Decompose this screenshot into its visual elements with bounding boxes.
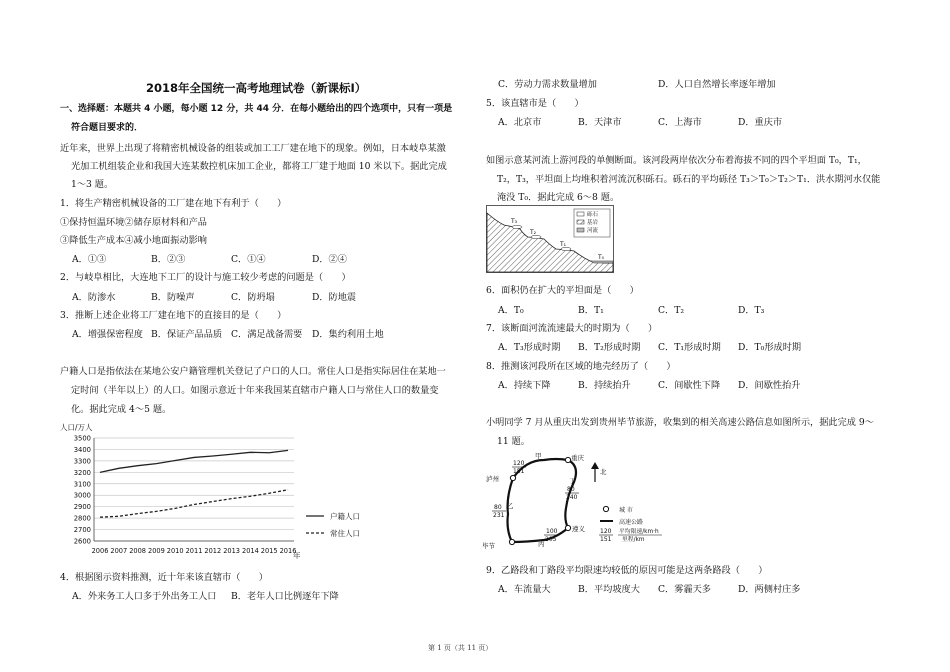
question-3-stem: 3．推断上述企业将工厂建在地下的直接目的是（ ） (60, 310, 287, 321)
question-1-option-a[interactable]: A．①③ (72, 254, 107, 265)
question-3-option-b[interactable]: B．保证产品品质 (151, 329, 223, 340)
question-5-option-d[interactable]: D．重庆市 (738, 117, 783, 128)
svg-text:231: 231 (493, 512, 505, 519)
x-tick-label: 2009 (148, 547, 165, 555)
x-tick-label: 2013 (223, 547, 240, 555)
river-legend (574, 209, 610, 237)
question-4-option-d[interactable]: D．人口自然增长率逐年增加 (658, 79, 776, 90)
x-tick-label: 2016 (279, 547, 297, 555)
y-tick-label: 2600 (73, 537, 91, 546)
legend-bedrock: 基岩 (587, 220, 599, 226)
question-6-option-a[interactable]: A．T₀ (498, 305, 524, 316)
passage-1-line-1: 近年来，世界上出现了将精密机械设备的组装或加工工厂建在地下的现象。例如，日本岐阜某激 (60, 143, 446, 154)
svg-text:120: 120 (513, 460, 525, 467)
svg-text:205: 205 (545, 536, 557, 543)
map-legend (599, 506, 662, 543)
segment-yi-speed (492, 504, 506, 519)
question-2-option-b[interactable]: B．防噪声 (151, 292, 195, 303)
section-heading: 一、选择题：本题共 4 小题，每小题 12 分，共 44 分．在每小题给出的四个选项中，只有一项是 (60, 104, 453, 114)
terrace-label-t1: T₁ (560, 241, 567, 248)
x-tick-label: 2011 (185, 547, 203, 555)
population-line-chart (58, 420, 403, 565)
legend-speed-label: 平均限速/km·h (619, 529, 659, 535)
river-water (590, 261, 613, 263)
city-marker-luzhou (510, 475, 515, 480)
y-tick-label: 2900 (73, 503, 91, 512)
y-tick-label: 3000 (73, 491, 91, 500)
legend-river: 河流 (587, 228, 599, 234)
section-heading-cont: 符合题目要求的． (71, 123, 144, 133)
question-9-option-b[interactable]: B．平均坡度大 (578, 584, 640, 595)
question-5-option-b[interactable]: B．天津市 (578, 117, 622, 128)
question-6-stem: 6．面积仍在扩大的平坦面是（ ） (486, 285, 639, 296)
passage-3-line-1: 如图示意某河流上游河段的单侧断面。该河段两岸依次分布着海拔不同的四个平坦面 T₀，T₁， (486, 155, 867, 166)
question-1-option-c[interactable]: C．①④ (231, 254, 266, 265)
question-4-option-c[interactable]: C．劳动力需求数量增加 (498, 79, 597, 90)
x-tick-label: 2010 (166, 547, 184, 555)
legend-series-1: 户籍人口 (330, 512, 360, 521)
x-tick-label: 2014 (242, 547, 259, 555)
svg-text:80: 80 (567, 486, 575, 493)
exam-title: 2018年全国统一高考地理试卷（新课标Ⅰ） (146, 81, 367, 95)
north-label: 北 (600, 468, 607, 476)
question-1-item-line-1: ①保持恒温环境②储存原材料和产品 (60, 217, 207, 228)
question-3-option-d[interactable]: D．集约利用土地 (312, 329, 384, 340)
legend-city: 城 市 (619, 507, 633, 514)
question-1-option-d[interactable]: D．②④ (312, 254, 347, 265)
terrace-label-t0: T₀ (598, 254, 605, 261)
river-cross-section-diagram (486, 205, 614, 273)
question-3-option-a[interactable]: A．增强保密程度 (72, 329, 143, 340)
city-label-chongqing: 重庆 (571, 454, 584, 462)
svg-text:240: 240 (566, 494, 578, 501)
y-tick-label: 3500 (73, 434, 91, 443)
legend-highway: 高速公路 (619, 519, 644, 526)
chart-y-axis-label: 人口/万人 (60, 423, 93, 432)
question-3-option-c[interactable]: C．满足战备需要 (231, 329, 303, 340)
passage-3-line-3: 淹没 T₀．据此完成 6～8 题。 (497, 192, 620, 203)
question-2-stem: 2．与岐阜相比，大连地下工厂的设计与施工较少考虑的问题是（ ） (60, 272, 351, 283)
passage-1-line-3: 1～3 题。 (71, 179, 114, 190)
passage-3-line-2: T₂，T₃，平坦面上均堆积着河流沉积砾石。砾石的平均砾径 T₃＞T₀＞T₂＞T₁．洪水期河水仅能 (497, 174, 881, 185)
question-9-option-a[interactable]: A．车流量大 (498, 584, 551, 595)
highway-map (476, 450, 706, 555)
question-7-stem: 7．该断面河流流速最大的时期为（ ） (486, 323, 658, 334)
city-marker-chongqing (565, 457, 570, 462)
question-2-option-d[interactable]: D．防地震 (312, 292, 357, 303)
question-8-option-b[interactable]: B．持续抬升 (578, 380, 631, 391)
series-line-huji (100, 450, 288, 472)
segment-label-ding: 丁 (569, 477, 576, 485)
x-tick-label: 2012 (204, 547, 222, 555)
segment-bing-speed (544, 528, 558, 543)
segment-label-bing: 丙 (538, 540, 545, 548)
segment-label-jia: 甲 (535, 452, 542, 460)
question-7-option-b[interactable]: B．T₂形成时期 (578, 342, 641, 353)
y-tick-label: 2700 (73, 526, 91, 535)
question-6-option-b[interactable]: B．T₁ (578, 305, 604, 316)
question-7-option-d[interactable]: D．T₀形成时期 (738, 342, 802, 353)
question-2-option-c[interactable]: C．防坍塌 (231, 292, 275, 303)
question-8-option-a[interactable]: A．持续下降 (498, 380, 551, 391)
city-label-luzhou: 泸州 (486, 475, 499, 483)
x-tick-label: 2008 (129, 547, 146, 555)
page-footer: 第 1 页（共 11 页） (428, 644, 493, 652)
svg-text:151: 151 (513, 468, 525, 475)
question-5-option-c[interactable]: C．上海市 (658, 117, 702, 128)
legend-distance-label: 里程/km (622, 537, 645, 543)
segment-label-yi: 乙 (507, 502, 514, 510)
svg-text:100: 100 (546, 528, 558, 535)
x-tick-label: 2015 (260, 547, 278, 555)
question-4-option-b[interactable]: B．老年人口比例逐年下降 (231, 591, 339, 602)
question-8-stem: 8．推测该河段所在区域的地壳经历了（ ） (486, 361, 676, 372)
question-4-stem: 4．根据图示资料推测，近十年来该直辖市（ ） (60, 572, 268, 583)
segment-ding-speed (565, 486, 579, 501)
y-tick-label: 3300 (73, 457, 91, 466)
passage-2-line-2: 定时间（半年以上）的人口。如图示意近十年来我国某直辖市户籍人口与常住人口的数量变 (71, 385, 439, 396)
legend-gravel: 砾石 (587, 212, 599, 218)
svg-text:80: 80 (494, 504, 502, 511)
question-6-option-d[interactable]: D．T₃ (738, 305, 765, 316)
y-tick-label: 3400 (73, 445, 91, 454)
x-tick-label: 2006 (91, 547, 109, 555)
question-1-item-line-2: ③降低生产成本④减小地面振动影响 (60, 235, 207, 246)
city-label-zunyi: 遵义 (572, 525, 585, 533)
question-4-option-a[interactable]: A．外来务工人口多于外出务工人口 (72, 591, 217, 602)
question-2-option-a[interactable]: A．防渗水 (72, 292, 116, 303)
question-1-stem: 1．将生产精密机械设备的工厂建在地下有利于（ ） (60, 198, 287, 209)
passage-2-line-3: 化。据此完成 4～5 题。 (71, 404, 172, 415)
question-5-option-a[interactable]: A．北京市 (498, 117, 542, 128)
series-line-changzhu (100, 490, 288, 517)
legend-series-2: 常住人口 (330, 529, 360, 538)
question-6-option-c[interactable]: C．T₂ (658, 305, 685, 316)
chart-x-axis-label: 年 (293, 551, 301, 560)
x-tick-label: 2007 (110, 547, 128, 555)
y-tick-label: 3100 (73, 480, 91, 489)
svg-text:120: 120 (600, 528, 612, 535)
passage-2-line-1: 户籍人口是指依法在某地公安户籍管理机关登记了户口的人口。常住人口是指实际居住在某地一 (60, 366, 446, 377)
y-tick-label: 2800 (73, 514, 91, 523)
question-9-stem: 9．乙路段和丁路段平均限速均较低的原因可能是这两条路段（ ） (486, 565, 768, 576)
question-9-option-d[interactable]: D．两侧村庄多 (738, 584, 801, 595)
passage-4-line-2: 11 题。 (497, 436, 530, 447)
question-8-option-d[interactable]: D．间歇性抬升 (738, 380, 801, 391)
question-9-option-c[interactable]: C．雾霾天多 (658, 584, 711, 595)
question-5-stem: 5．该直辖市是（ ） (486, 98, 584, 109)
gravel-t3 (512, 225, 522, 228)
question-7-option-a[interactable]: A．T₃形成时期 (498, 342, 561, 353)
terrace-label-t3: T₃ (511, 218, 518, 225)
city-label-bijie: 毕节 (482, 542, 495, 550)
svg-text:151: 151 (600, 536, 612, 543)
city-marker-zunyi (565, 525, 570, 530)
passage-1-line-2: 光加工机组装企业和我国大连某数控机床加工企业，都将工厂建于地面 10 米以下。据此完成 (71, 161, 447, 172)
north-arrow-icon (591, 462, 599, 482)
question-7-option-c[interactable]: C．T₁形成时期 (658, 342, 721, 353)
y-tick-label: 3200 (73, 468, 91, 477)
chart-legend (306, 511, 360, 538)
city-marker-bijie (509, 539, 514, 544)
segment-jia-speed (512, 460, 526, 475)
question-1-option-b[interactable]: B．②③ (151, 254, 186, 265)
terrace-label-t2: T₂ (530, 229, 537, 236)
question-8-option-c[interactable]: C．间歇性下降 (658, 380, 721, 391)
passage-4-line-1: 小明同学 7 月从重庆出发到贵州毕节旅游，收集到的相关高速公路信息如图所示，据此完成 9～ (486, 417, 874, 428)
